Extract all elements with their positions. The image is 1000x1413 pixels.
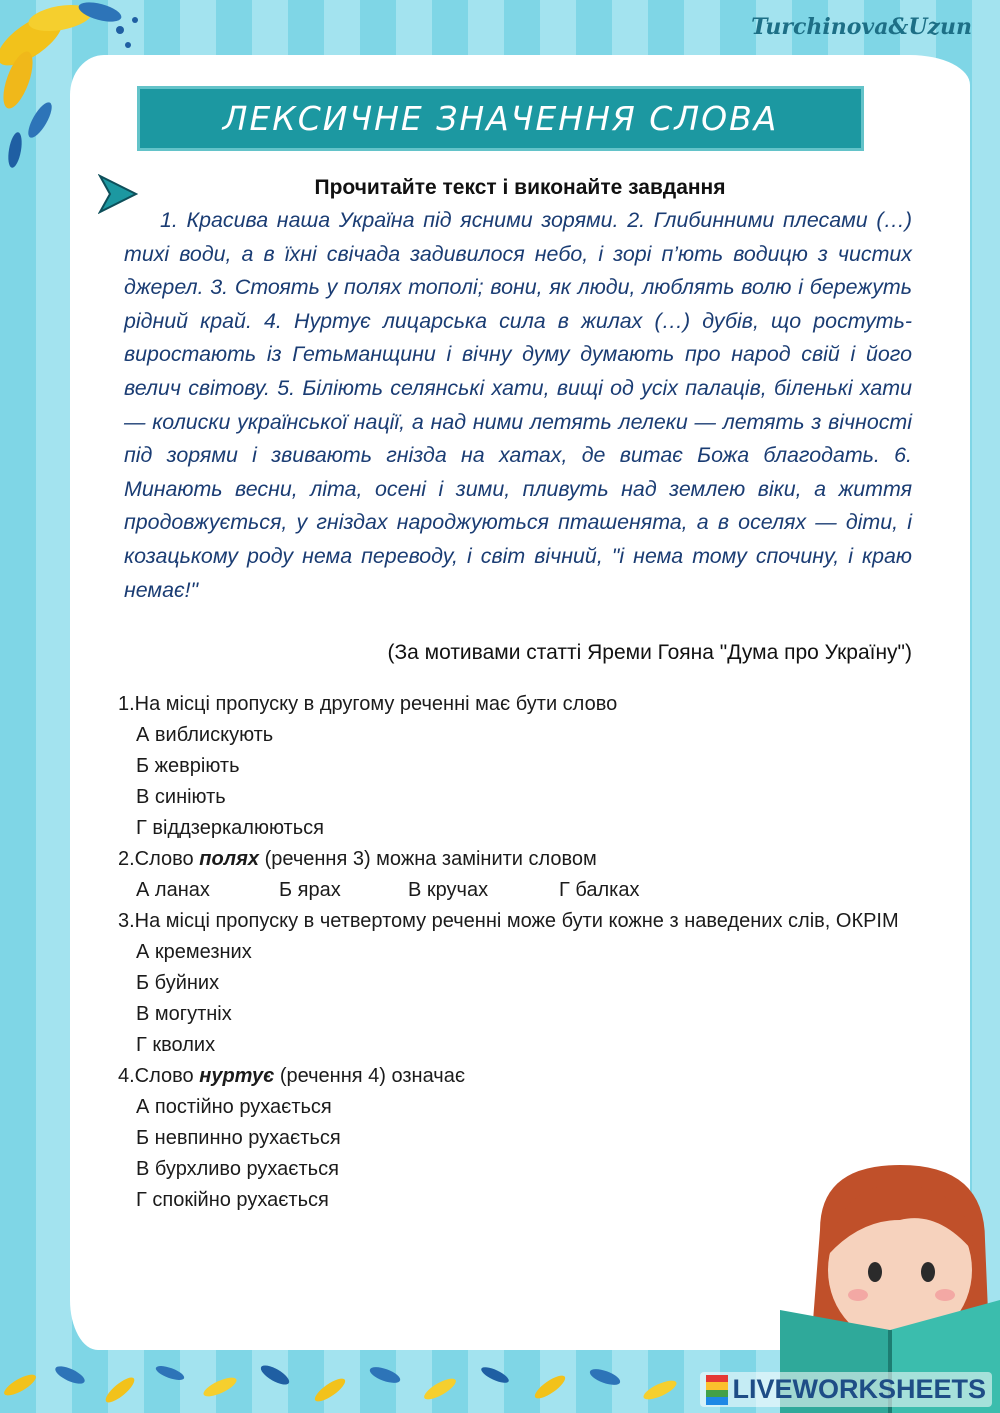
answer-option[interactable]: Г спокійно рухається: [136, 1189, 329, 1211]
answer-option[interactable]: В синіють: [136, 786, 226, 808]
answer-option[interactable]: Б жевріють: [136, 755, 240, 777]
answer-option[interactable]: Б ярах: [279, 879, 341, 901]
liveworksheets-watermark[interactable]: [700, 1372, 992, 1407]
answer-option[interactable]: Б буйних: [136, 972, 220, 994]
answer-option[interactable]: А ланах: [136, 879, 210, 901]
question-suffix: (речення 4) означає: [274, 1065, 466, 1087]
questions-block: [118, 689, 944, 1216]
answer-option[interactable]: Г балках: [559, 879, 640, 901]
answer-option[interactable]: В могутніх: [136, 1003, 232, 1025]
answer-option[interactable]: А виблискують: [136, 724, 274, 746]
question-keyword: нуртує: [199, 1065, 275, 1087]
answer-option[interactable]: Г віддзеркалюються: [136, 817, 324, 839]
question-3: 3.На місці пропуску в четвертому реченні може бути кожне з наведених слів, ОКРІМ: [118, 910, 899, 932]
answer-option[interactable]: Б невпинно рухається: [136, 1127, 341, 1149]
answer-options-row: [118, 875, 944, 906]
answer-option[interactable]: В кручах: [408, 879, 489, 901]
answer-option[interactable]: А кремезних: [136, 941, 252, 963]
watermark-text: LIVEWORKSHEETS: [732, 1374, 986, 1404]
instruction-heading: Прочитайте текст і виконайте завдання: [314, 176, 726, 199]
reading-passage: 1. Красива наша Україна під ясними зорями. 2. Глибинними плесами (…) тихі води, а в їхні свічада задивилося небо, і зорі п’ють водицю з чистих джерел. 3. Стоять у полях тополі; вони, як люди, люблять волю і бережуть рідний край. 4. Нуртує лицарська сила в жилах (…) дубів, що ростуть-виростають із Гетьманщини і вічну думу думають про народ свій і його велич світову. 5. Біліють селянські хати, вищі од усіх палаців, біленькі хати — колиски української нації, а над ними летять лелеки — летять з вічності під зорями і звивають гнізда на хатах, де витає Божа благодать. 6. Минають весни, літа, осені і зими, пливуть над землею віки, а життя продовжується, у гніздах народжуються пташенята, а в оселях — діти, і козацькому роду нема переводу, і світ вічний, "і нема тому спочину, і краю немає!": [124, 208, 912, 602]
question-4: [118, 1061, 944, 1092]
passage-source: (За мотивами статті Яреми Гояна "Дума про Україну"): [387, 641, 912, 664]
page-title: ЛЕКСИЧНЕ ЗНАЧЕННЯ СЛОВА: [137, 86, 864, 151]
leaves-decoration-bottom: [0, 1345, 780, 1413]
answer-option[interactable]: В бурхливо рухається: [136, 1158, 339, 1180]
brand-signature: Turchinova&Uzun: [751, 14, 972, 40]
question-prefix: 2.Слово: [118, 848, 200, 870]
question-suffix: (речення 3) можна замінити словом: [259, 848, 597, 870]
answer-option[interactable]: Г кволих: [136, 1034, 216, 1056]
question-keyword: полях: [199, 848, 260, 870]
liveworksheets-logo-icon: [706, 1375, 728, 1405]
question-prefix: 4.Слово: [118, 1065, 200, 1087]
question-2: [118, 844, 944, 875]
question-1: 1.На місці пропуску в другому реченні має бути слово: [118, 693, 618, 715]
answer-option[interactable]: А постійно рухається: [136, 1096, 332, 1118]
